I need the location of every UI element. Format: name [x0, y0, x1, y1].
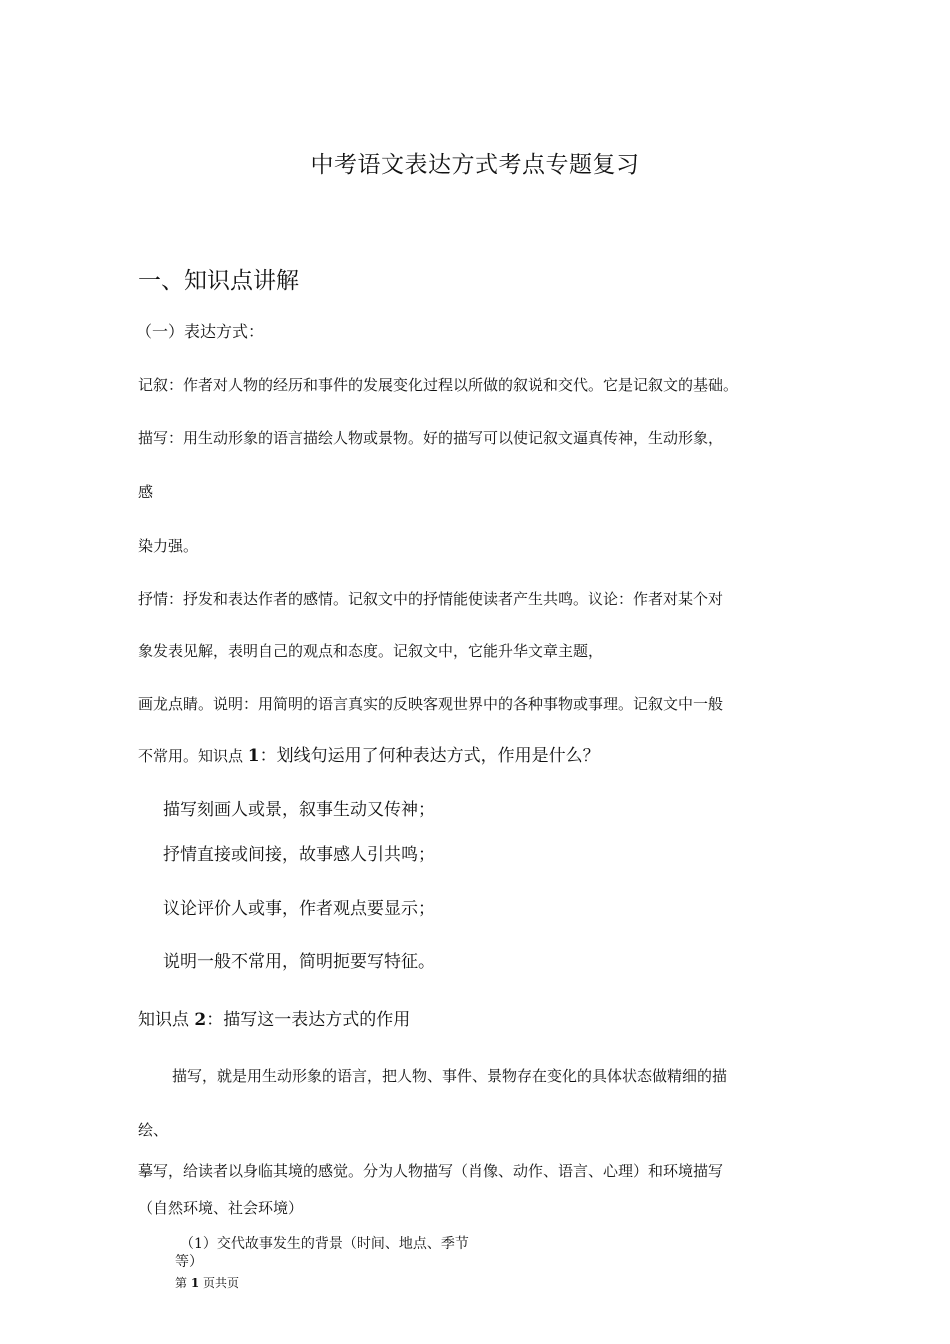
paragraph-desc-line4: （自然环境、社会环境） — [138, 1199, 304, 1217]
subsection-heading: （一）表达方式： — [136, 322, 265, 341]
verse-line-3: 议论评价人或事，作者观点要显示； — [163, 899, 435, 919]
paragraph-miaoxie-line2: 感 — [138, 483, 154, 501]
knowledge-point-2-heading — [138, 1010, 410, 1030]
paragraph-desc-line3: 摹写，给读者以身临其境的感觉。分为人物描写（肖像、动作、语言、心理）和环境描写 — [138, 1162, 724, 1180]
paragraph-shuqing-line2: 象发表见解，表明自己的观点和态度。记叙文中，它能升华文章主题， — [138, 642, 604, 660]
verse-line-2: 抒情直接或间接，故事感人引共鸣； — [163, 845, 435, 865]
paragraph-knowledge-point-1 — [138, 746, 600, 766]
kp2-number: 2 — [194, 1010, 207, 1030]
kp2-title: ：描写这一表达方式的作用 — [206, 1010, 411, 1030]
kp1-number: 1 — [247, 746, 260, 766]
footer-suffix: 页共页 — [199, 1276, 240, 1290]
footer-page-number: 1 — [190, 1276, 200, 1290]
paragraph-jixu: 记叙：作者对人物的经历和事件的发展变化过程以所做的叙说和交代。它是记叙文的基础。 — [138, 376, 739, 394]
paragraph-desc-line2: 绘、 — [138, 1121, 169, 1139]
kp1-prefix: 不常用。知识点 — [138, 747, 248, 765]
paragraph-desc-line1: 描写，就是用生动形象的语言，把人物、事件、景物存在变化的具体状态做精细的描 — [172, 1067, 728, 1085]
paragraph-shuoming-line1: 画龙点睛。说明：用简明的语言真实的反映客观世界中的各种事物或事理。记叙文中一般 — [138, 695, 724, 713]
paragraph-shuqing-line1: 抒情：抒发和表达作者的感情。记叙文中的抒情能使读者产生共鸣。议论：作者对某个对 — [138, 590, 724, 608]
document-title: 中考语文表达方式考点专题复习 — [310, 152, 640, 178]
list-item-1-line2: 等） — [175, 1254, 203, 1270]
verse-line-4: 说明一般不常用，简明扼要写特征。 — [163, 952, 435, 972]
page-footer — [175, 1274, 239, 1291]
paragraph-miaoxie-line1: 描写：用生动形象的语言描绘人物或景物。好的描写可以使记叙文逼真传神，生动形象， — [138, 429, 724, 447]
paragraph-miaoxie-line3: 染力强。 — [138, 537, 199, 555]
verse-line-1: 描写刻画人或景，叙事生动又传神； — [163, 800, 435, 820]
kp1-question: ：划线句运用了何种表达方式，作用是什么？ — [259, 746, 600, 766]
kp2-prefix: 知识点 — [138, 1010, 195, 1030]
section-heading: 一、知识点讲解 — [138, 268, 299, 294]
footer-prefix: 第 — [175, 1276, 191, 1290]
list-item-1-line1: （1）交代故事发生的背景（时间、地点、季节 — [180, 1236, 469, 1252]
